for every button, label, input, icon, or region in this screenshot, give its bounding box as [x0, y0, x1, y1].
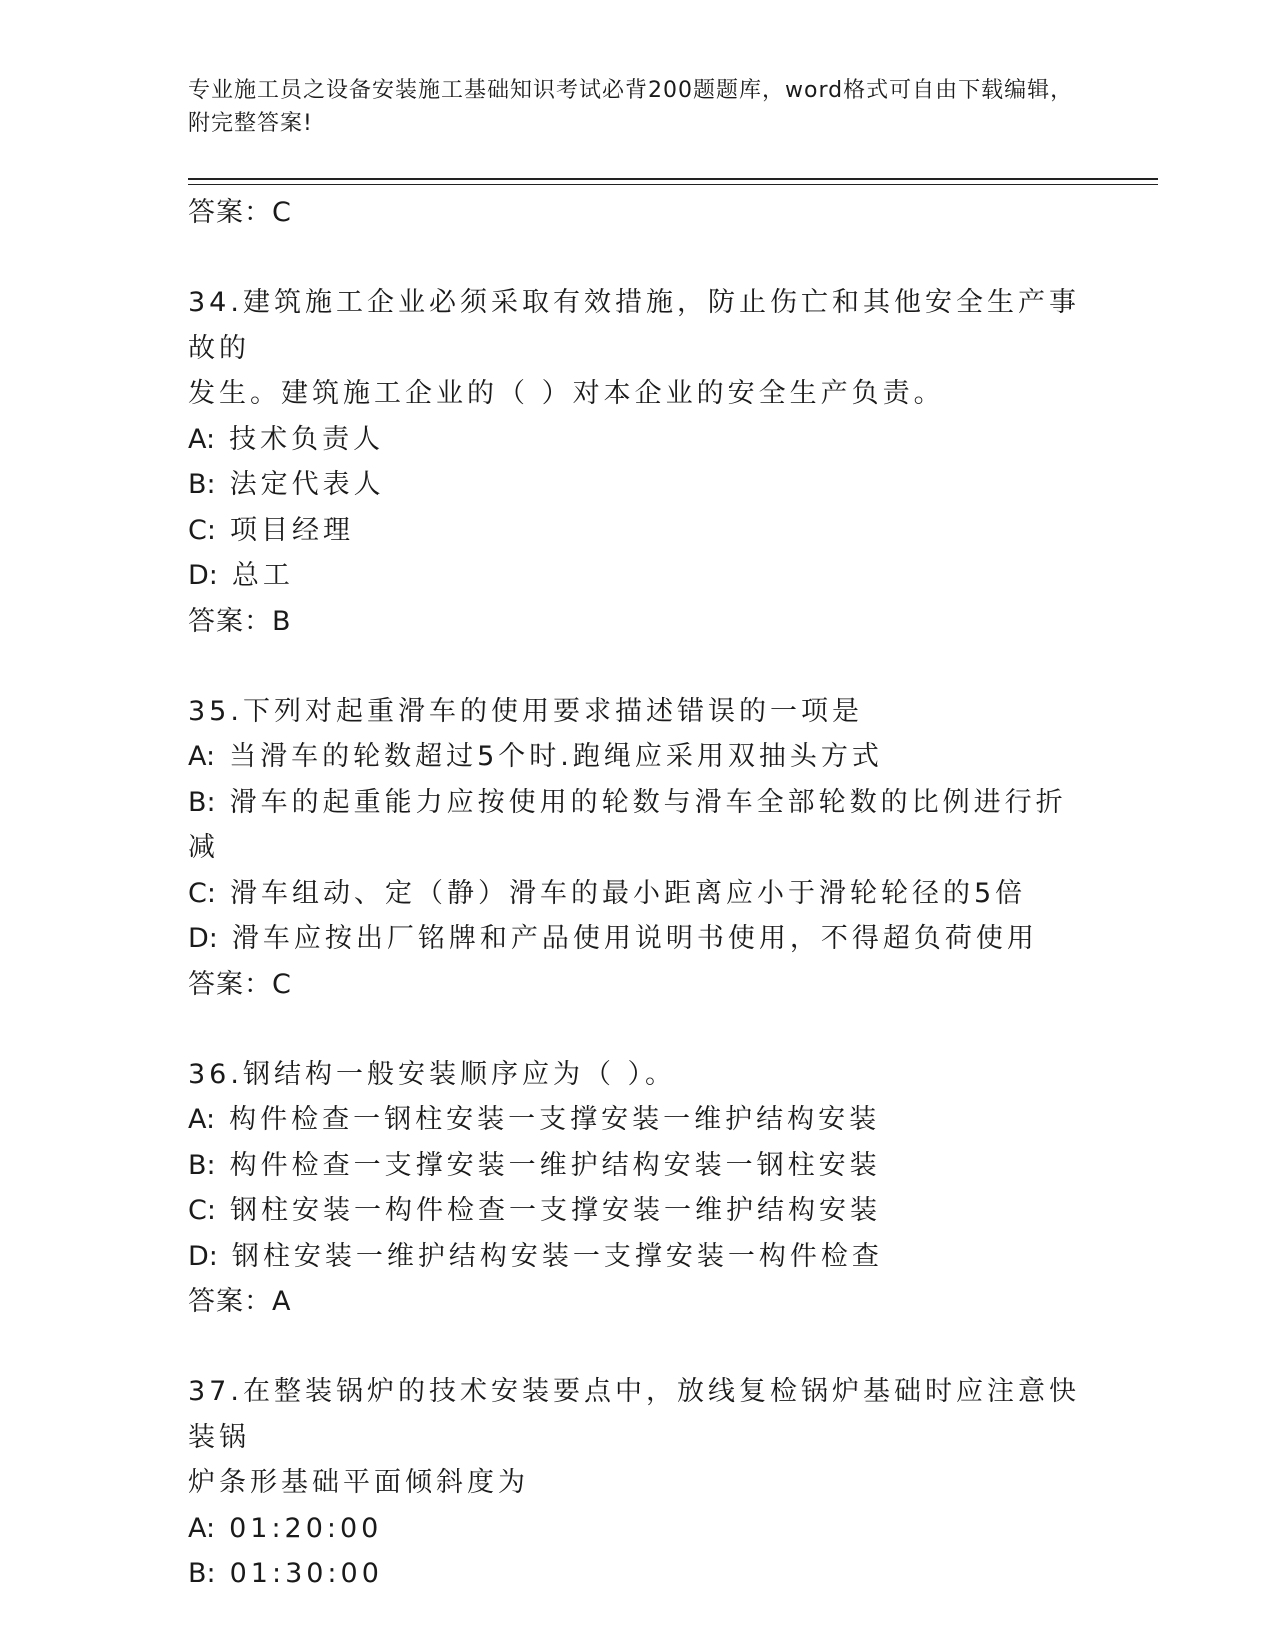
answer-line: 答案：C [188, 197, 292, 228]
question-stem-line: 36.钢结构一般安装顺序应为（ ）。 [188, 1058, 677, 1090]
option-label: A: [188, 1512, 216, 1544]
answer-line: 答案：A [188, 1286, 292, 1317]
option-text: 滑车组动、定（静）滑车的最小距离应小于滑轮轮径的5倍 [229, 877, 1027, 909]
question-34 [188, 280, 1088, 644]
option-c [188, 508, 1088, 554]
option-text: 技术负责人 [229, 423, 385, 455]
option-label: B: [188, 1558, 216, 1589]
option-label: A: [188, 1104, 216, 1135]
option-a [188, 734, 1088, 780]
option-label: D: [188, 923, 218, 954]
option-text: 法定代表人 [229, 469, 385, 500]
question-stem-line: 37.在整装锅炉的技术安装要点中，放线复检锅炉基础时应注意快装锅 [188, 1376, 1080, 1453]
option-text: 当滑车的轮数超过5个时.跑绳应采用双抽头方式 [229, 741, 883, 772]
header-rule-thin [188, 184, 1158, 185]
option-label: C: [188, 1195, 216, 1226]
option-label: B: [188, 786, 216, 818]
document-body [188, 190, 1088, 1597]
question-36 [188, 1052, 1088, 1325]
option-text: 项目经理 [229, 514, 354, 546]
header-rule-thick [188, 178, 1158, 180]
option-a [188, 1506, 1088, 1552]
option-text: 总工 [231, 560, 294, 591]
answer-line: 答案：B [188, 605, 292, 637]
option-label: A: [188, 423, 216, 455]
question-stem-line: 34.建筑施工企业必须采取有效措施，防止伤亡和其他安全生产事故的 [188, 287, 1080, 364]
option-d [188, 916, 1088, 962]
option-label: C: [188, 514, 216, 546]
option-label: D: [188, 1240, 218, 1272]
option-c [188, 1188, 1088, 1234]
option-b [188, 780, 1088, 871]
option-b [188, 1143, 1088, 1189]
question-stem-line: 35.下列对起重滑车的使用要求描述错误的一项是 [188, 695, 863, 727]
option-a [188, 1097, 1088, 1143]
option-d [188, 553, 1088, 599]
option-label: B: [188, 1149, 216, 1181]
question-stem-line: 炉条形基础平面倾斜度为 [188, 1467, 529, 1498]
option-label: B: [188, 469, 216, 500]
option-b [188, 462, 1088, 508]
option-a [188, 417, 1088, 463]
question-stem-line: 发生。建筑施工企业的（ ）对本企业的安全生产负责。 [188, 378, 945, 409]
question-37 [188, 1369, 1088, 1597]
option-d [188, 1234, 1088, 1280]
option-c [188, 871, 1088, 917]
option-label: C: [188, 877, 216, 909]
option-label: D: [188, 560, 218, 591]
option-text: 构件检查一支撑安装一维护结构安装一钢柱安装 [229, 1149, 881, 1181]
answer-line: 答案：C [188, 968, 292, 1000]
option-text: 钢柱安装一构件检查一支撑安装一维护结构安装 [229, 1195, 881, 1226]
option-text: 钢柱安装一维护结构安装一支撑安装一构件检查 [231, 1240, 883, 1272]
document-header: 专业施工员之设备安装施工基础知识考试必背200题题库，word格式可自由下载编辑，附完整答案! [188, 78, 1074, 136]
question-35 [188, 689, 1088, 1007]
option-label: A: [188, 741, 216, 772]
option-text: 01:30:00 [229, 1558, 383, 1589]
option-text: 构件检查一钢柱安装一支撑安装一维护结构安装 [229, 1104, 881, 1135]
option-b [188, 1551, 1088, 1597]
option-text: 01:20:00 [229, 1512, 383, 1544]
option-text: 滑车的起重能力应按使用的轮数与滑车全部轮数的比例进行折减 [188, 786, 1067, 863]
option-text: 滑车应按出厂铭牌和产品使用说明书使用，不得超负荷使用 [231, 923, 1038, 954]
